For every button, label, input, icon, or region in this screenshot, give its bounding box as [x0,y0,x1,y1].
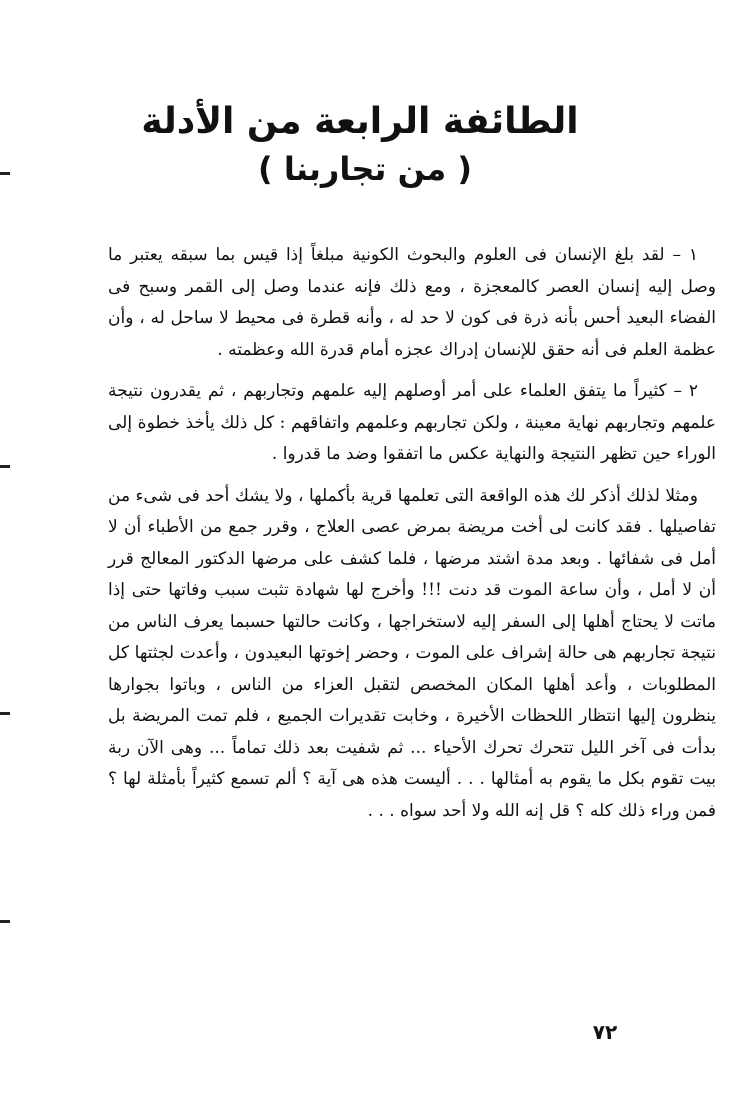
margin-mark [0,920,10,923]
section-subtitle: ( من تجاربنا ) [258,150,472,188]
page-body [108,240,716,827]
section-title: الطائفة الرابعة من الأدلة [141,101,579,142]
paragraph-3: ومثلا لذلك أذكر لك هذه الواقعة التى تعلمها قرية بأكملها ، ولا يشك أحد فى شىء من تفاصيلها . فقد كانت لى أخت مريضة بمرض عصى العلاج ، وقرر جمع من الأطباء أن لا أمل فى شفائها . وبعد مدة اشتد مرضها ، فلما كشف على مرضها الدكتور المعالج قرر أن لا أمل ، وأن ساعة الموت قد دنت !!! وأخرج لها شهادة تثبت سبب وفاتها حتى إذا ماتت لا يحتاج أهلها إلى السفر إليه لاستخراجها ، وكانت حالتها حسبما يعرف الناس من نتيجة تجاربهم هى حالة إشراف على الموت ، وحضر إخوتها البعيدون ، وأعدت لجثتها كل المطلوبات ، وأعد أهلها المكان المخصص لتقبل العزاء من الناس ، وباتوا بجوارها ينظرون إليها انتظار اللحظات الأخيرة ، وخابت تقديرات الجميع ، فلم تمت المريضة بل بدأت فى آخر الليل تتحرك تحرك الأحياء ... ثم شفيت بعد ذلك تماماً ... وهى الآن ربة بيت تقوم بكل ما يقوم به أمثالها . . . أليست هذه هى آية ؟ ألم تسمع كثيراً بأمثلة لها ؟ فمن وراء ذلك كله ؟ قل إنه الله ولا أحد سواه . . . [108,485,716,821]
paragraph-2: ٢ – كثيراً ما يتفق العلماء على أمر أوصلهم إليه علمهم وتجاربهم ، ثم يقدرون نتيجة علمهم وتجاربهم نهاية معينة ، ولكن تجاربهم وعلمهم واتفاقهم : كل ذلك يأخذ خطوة إلى الوراء حين تظهر النتيجة والنهاية عكس ما اتفقوا وضد ما قدروا . [108,381,716,464]
margin-mark [0,465,10,468]
paragraph-1: ١ – لقد بلغ الإنسان فى العلوم والبحوث الكونية مبلغاً إذا قيس بما سبقه يعتبر ما وصل إليه إنسان العصر كالمعجزة ، ومع ذلك فإنه عندما وصل إلى القمر وسبح فى الفضاء البعيد أحس بأنه ذرة فى كون لا حد له ، وأنه قطرة فى محيط لا ساحل له ، وأن عظمة العلم فى أنه حقق للإنسان إدراك عجزه أمام قدرة الله وعظمته . [108,245,716,360]
margin-mark [0,172,10,175]
margin-mark [0,712,10,715]
page-number: ٧٢ [592,1020,618,1044]
